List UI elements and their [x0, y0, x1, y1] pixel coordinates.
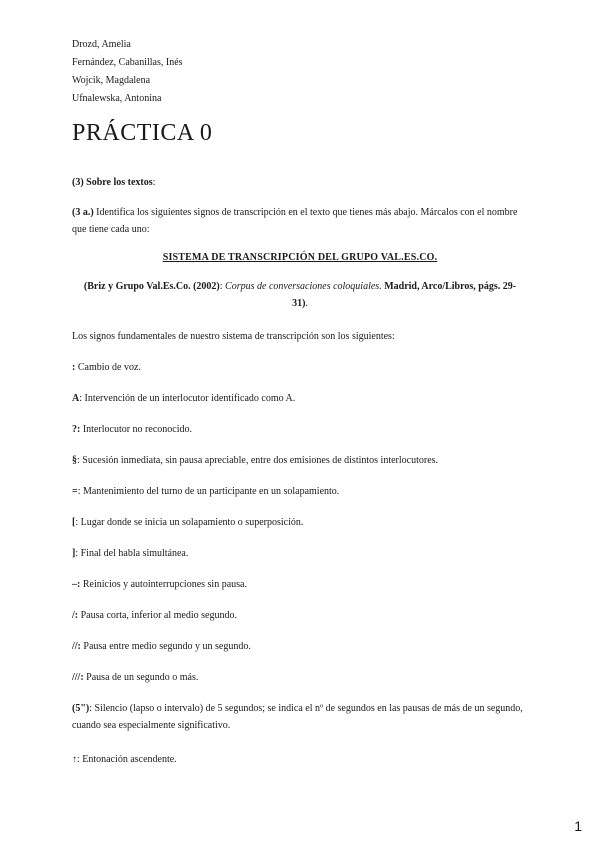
sign-symbol: ]	[72, 548, 76, 559]
section-label	[72, 174, 528, 191]
sign-description: : Intervención de un interlocutor identificado como A.	[79, 393, 296, 404]
author-name: Ufnalewska, Antonina	[72, 93, 162, 104]
sign-entry	[72, 545, 528, 562]
sign-symbol: [	[72, 517, 76, 528]
sign-description: Cambio de voz.	[75, 362, 141, 373]
author-name: Drozd, Amelia	[72, 39, 131, 50]
sign-entry	[72, 452, 528, 469]
sign-symbol: //:	[72, 641, 81, 652]
sign-symbol: ///:	[72, 672, 84, 683]
sign-entry	[72, 483, 528, 500]
citation	[80, 278, 520, 312]
sign-description: Interlocutor no reconocido.	[80, 424, 192, 435]
section-label-colon: :	[152, 177, 156, 188]
author-list	[72, 36, 183, 108]
sign-symbol: –:	[72, 579, 81, 590]
sign-description: : Entonación ascendente.	[77, 754, 177, 765]
sign-symbol: (5")	[72, 703, 90, 714]
author-name: Fernández, Cabanillas, Inés	[72, 57, 183, 68]
citation-authors: (Briz y Grupo Val.Es.Co. (2002)	[83, 281, 220, 292]
sign-description: : Lugar donde se inicia un solapamiento o superposición.	[75, 517, 304, 528]
sign-symbol: /:	[72, 610, 79, 621]
task-text: Identifica los siguientes signos de transcripción en el texto que tienes más abajo. Márcalos con el nombre que tiene cada uno:	[72, 207, 518, 235]
citation-publisher: Madrid, Arco/Libros, págs. 29-31)	[292, 281, 517, 309]
sign-entry	[72, 607, 528, 624]
sign-description: : Mantenimiento del turno de un participante en un solapamiento.	[77, 486, 340, 497]
sign-entry	[72, 421, 528, 438]
sign-description: : Silencio (lapso o intervalo) de 5 segundos; se indica el nº de segundos en las pausas de más de un segundo, cuando sea especialmente significativo.	[72, 703, 523, 731]
sign-entry	[72, 700, 528, 734]
sign-symbol: :	[72, 362, 76, 373]
page-number: 1	[574, 818, 582, 834]
citation-end: .	[305, 298, 308, 309]
sign-entry	[72, 751, 528, 768]
sign-description: Pausa de un segundo o más.	[83, 672, 199, 683]
sign-entry	[72, 638, 528, 655]
sign-entry	[72, 576, 528, 593]
sign-entry	[72, 359, 528, 376]
intro-paragraph: Los signos fundamentales de nuestro sistema de transcripción son los siguientes:	[72, 331, 395, 342]
task-instruction	[72, 204, 528, 238]
sign-description: Pausa entre medio segundo y un segundo.	[80, 641, 251, 652]
author-name: Wojcik, Magdalena	[72, 75, 151, 86]
sign-symbol: A	[72, 393, 80, 404]
sign-entry	[72, 669, 528, 686]
sign-symbol: =	[72, 486, 78, 497]
sign-entry	[72, 390, 528, 407]
sign-symbol: ↑	[72, 754, 77, 765]
sign-description: Reinicios y autointerrupciones sin pausa.	[80, 579, 247, 590]
sign-description: : Sucesión inmediata, sin pausa apreciable, entre dos emisiones de distintos interlocutores.	[77, 455, 439, 466]
section-label-text: (3) Sobre los textos	[72, 177, 153, 188]
citation-colon: :	[219, 281, 226, 292]
sign-symbol: §	[72, 455, 77, 466]
sign-description: : Final del habla simultánea.	[75, 548, 189, 559]
task-number: (3 a.)	[72, 207, 94, 218]
sign-entry	[72, 514, 528, 531]
sign-description: Pausa corta, inferior al medio segundo.	[78, 610, 237, 621]
page-title: PRÁCTICA 0	[72, 120, 213, 146]
sign-symbol: ?:	[72, 424, 81, 435]
citation-work: Corpus de conversaciones coloquiales.	[225, 281, 382, 292]
section-heading: SISTEMA DE TRANSCRIPCIÓN DEL GRUPO VAL.ES.CO.	[162, 252, 438, 263]
